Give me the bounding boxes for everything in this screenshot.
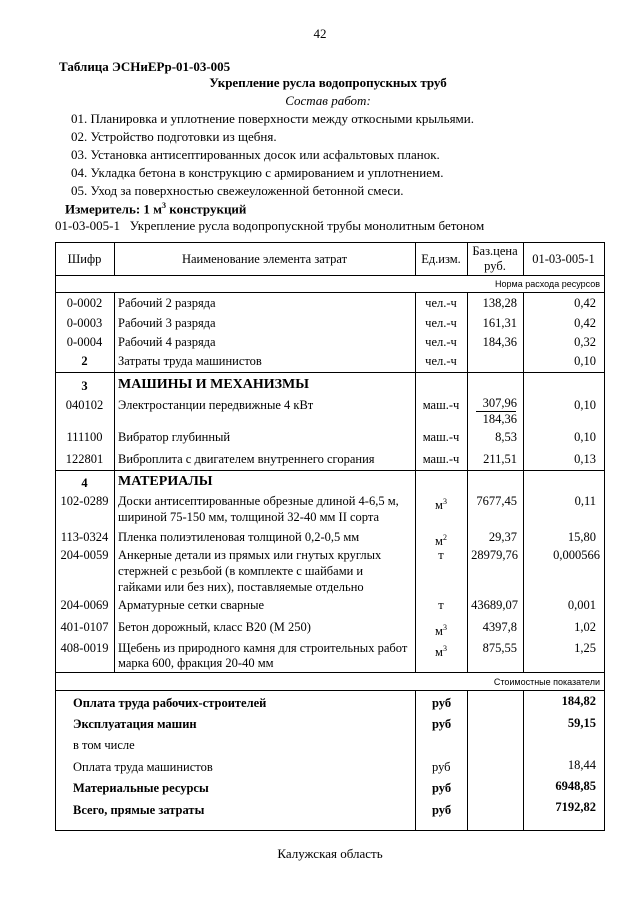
row-unit: маш.-ч [422, 398, 460, 412]
page-number: 42 [313, 26, 327, 41]
summary-label: Оплата труда рабочих-строителей [73, 696, 267, 710]
row-code: 0-0002 [66, 296, 103, 310]
work-item: 04. Укладка бетона в конструкцию с армированием и уплотнением. [71, 165, 444, 180]
row-unit-base: м [435, 624, 443, 639]
section-title: МАШИНЫ И МЕХАНИЗМЫ [118, 377, 310, 392]
header-unit: Ед.изм. [421, 252, 461, 266]
row-code: 204-0059 [60, 548, 109, 562]
summary-unit: руб [432, 803, 452, 817]
row-unit: маш.-ч [422, 452, 460, 466]
header-price-2: руб. [484, 259, 506, 273]
row-unit: чел.-ч [425, 335, 457, 349]
row-name-line-3: гайками или без них), поставляемые отдельно [118, 580, 364, 594]
row-price: 4397,8 [482, 620, 517, 634]
summary-unit: руб [432, 760, 451, 774]
row-unit-base: м [435, 534, 443, 549]
row-name-line-1: Щебень из природного камня для строительных работ [118, 641, 408, 655]
row-name: Бетон дорожный, класс В20 (М 250) [118, 620, 311, 634]
row-norm: 0,10 [574, 398, 596, 412]
row-unit: чел.-ч [425, 296, 457, 310]
row-code: 102-0289 [60, 494, 109, 508]
row-unit: т [438, 598, 444, 612]
row-norm: 0,13 [574, 452, 596, 466]
row-unit [415, 620, 467, 639]
row-code: 204-0069 [60, 598, 109, 612]
item-code: 01-03-005-1 [55, 218, 120, 233]
row-price: 43689,07 [471, 598, 518, 612]
row-unit-sup: 3 [442, 497, 447, 506]
row-norm: 15,80 [567, 530, 596, 544]
work-item: 03. Установка антисептированных досок или асфальтовых планок. [71, 147, 440, 162]
row-name: Рабочий 3 разряда [118, 316, 216, 330]
row-code: 122801 [65, 452, 104, 466]
section-code: 4 [81, 476, 88, 490]
summary-label: Эксплуатация машин [73, 717, 197, 731]
row-unit [415, 641, 467, 660]
heading: Укрепление русла водопропускных труб [209, 75, 447, 90]
row-name: Рабочий 2 разряда [118, 296, 216, 310]
work-item: 01. Планировка и уплотнение поверхности между откосными крыльями. [71, 111, 474, 126]
row-norm: 0,10 [574, 430, 596, 444]
row-price: 875,55 [482, 641, 517, 655]
meter-suffix: конструкций [166, 201, 247, 217]
row-name: Арматурные сетки сварные [118, 598, 265, 612]
row-name-line-1: Доски антисептированные обрезные длиной 4-6,5 м, [118, 494, 399, 508]
row-unit [415, 494, 467, 513]
cost-label: Стоимостные показатели [493, 677, 600, 687]
section-title: МАТЕРИАЛЫ [118, 474, 213, 489]
item-line [55, 218, 484, 234]
work-item: 02. Устройство подготовки из щебня. [71, 129, 277, 144]
row-norm: 0,42 [574, 316, 596, 330]
row-name-line-1: Анкерные детали из прямых или гнутых круглых [118, 548, 382, 562]
row-code: 0-0003 [66, 316, 103, 330]
summary-value: 184,82 [561, 694, 596, 708]
row-norm: 0,000566 [553, 548, 600, 562]
row-unit [415, 530, 467, 549]
row-price: 307,96 [482, 396, 517, 410]
work-item: 05. Уход за поверхностью свежеуложенной бетонной смеси. [71, 183, 404, 198]
meter-sup: 3 [162, 201, 167, 210]
row-unit-base: м [435, 498, 443, 513]
row-unit: т [438, 548, 444, 562]
summary-unit: руб [432, 696, 452, 710]
summary-label: в том числе [73, 738, 135, 752]
row-price: 28979,76 [471, 548, 518, 562]
norm-label: Норма расхода ресурсов [495, 279, 600, 289]
header-code: Шифр [67, 252, 102, 266]
row-unit: чел.-ч [425, 354, 457, 368]
row-norm: 1,02 [574, 620, 596, 634]
section-code: 3 [81, 379, 88, 393]
summary-label: Всего, прямые затраты [73, 803, 205, 817]
row-price-2: 184,36 [482, 412, 517, 426]
row-price: 8,53 [495, 430, 517, 444]
row-price: 7677,45 [476, 494, 517, 508]
row-code: 0-0004 [66, 335, 103, 349]
row-code: 408-0019 [60, 641, 109, 655]
header-norm: 01-03-005-1 [532, 252, 595, 266]
summary-label: Оплата труда машинистов [73, 760, 213, 774]
row-code: 2 [81, 354, 88, 368]
meter-line [65, 201, 246, 217]
table-title: Таблица ЭСНиЕРр-01-03-005 [59, 59, 231, 74]
row-name: Виброплита с двигателем внутреннего сгорания [118, 452, 375, 466]
row-unit-sup: 2 [442, 533, 447, 542]
row-code: 040102 [65, 398, 104, 412]
header-name: Наименование элемента затрат [181, 252, 348, 266]
row-norm: 1,25 [574, 641, 596, 655]
summary-value: 7192,82 [555, 800, 596, 814]
summary-value: 6948,85 [555, 779, 596, 793]
summary-unit: руб [432, 717, 452, 731]
meter-label: Измеритель: 1 м [65, 201, 163, 217]
summary-value: 59,15 [567, 716, 596, 730]
row-name: Пленка полиэтиленовая толщиной 0,2-0,5 мм [118, 530, 360, 544]
footer-region: Калужская область [277, 846, 383, 861]
row-unit: маш.-ч [422, 430, 460, 444]
row-unit-sup: 3 [442, 644, 447, 653]
row-code: 401-0107 [60, 620, 109, 634]
row-price: 138,28 [482, 296, 517, 310]
row-name-line-2: марка 600, фракция 20-40 мм [118, 656, 274, 670]
row-unit: чел.-ч [425, 316, 457, 330]
row-norm: 0,11 [574, 494, 596, 508]
row-price: 161,31 [482, 316, 517, 330]
row-code: 113-0324 [60, 530, 109, 544]
row-price: 184,36 [482, 335, 517, 349]
summary-unit: руб [432, 781, 452, 795]
row-name: Рабочий 4 разряда [118, 335, 216, 349]
summary-label: Материальные ресурсы [73, 781, 209, 795]
item-desc: Укрепление русла водопропускной трубы монолитным бетоном [129, 218, 485, 233]
row-norm: 0,10 [574, 354, 596, 368]
row-norm: 0,42 [574, 296, 596, 310]
row-name: Затраты труда машинистов [118, 354, 262, 368]
row-norm: 0,32 [574, 335, 596, 349]
row-name: Вибратор глубинный [118, 430, 231, 444]
header-price-1: Баз.цена [472, 244, 518, 258]
row-price: 29,37 [488, 530, 517, 544]
row-price: 211,51 [483, 452, 517, 466]
row-name-line-2: стержней с резьбой (в комплекте с шайбами и [118, 564, 364, 578]
row-code: 111100 [66, 430, 103, 444]
row-norm: 0,001 [567, 598, 596, 612]
work-title: Состав работ: [285, 93, 371, 108]
row-unit-sup: 3 [442, 623, 447, 632]
row-name-line-2: шириной 75-150 мм, толщиной 32-40 мм II сорта [118, 510, 380, 524]
row-name: Электростанции передвижные 4 кВт [118, 398, 314, 412]
summary-value: 18,44 [567, 758, 596, 772]
row-unit-base: м [435, 645, 443, 660]
